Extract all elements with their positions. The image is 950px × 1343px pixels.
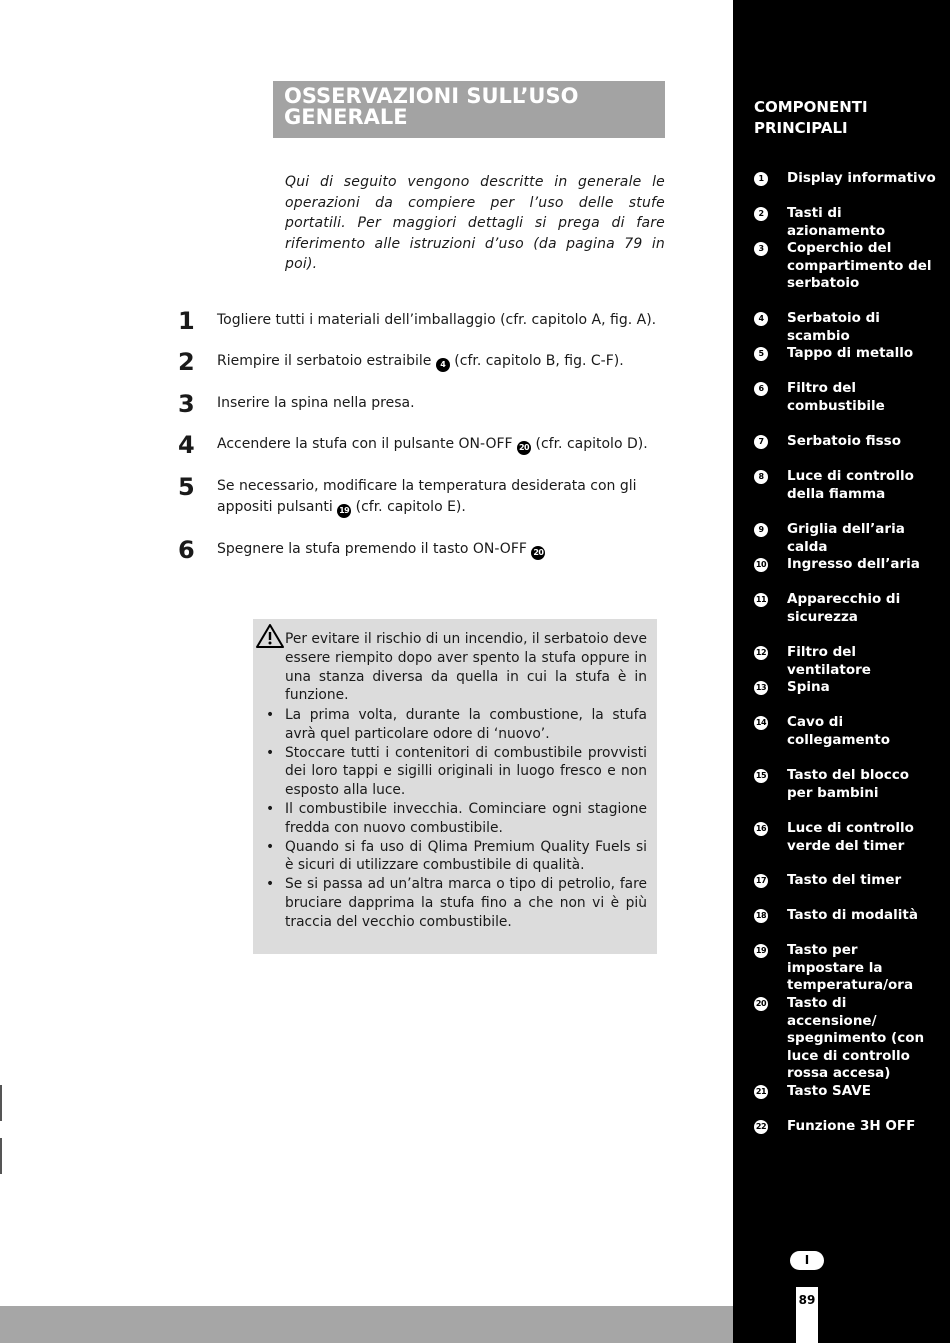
- number-badge: 13: [754, 681, 768, 695]
- component-label: Tasto del blocco per bambini: [787, 767, 910, 801]
- number-badge: 9: [754, 523, 768, 537]
- component-label: Tasto SAVE: [787, 1083, 871, 1099]
- section-title-box: [273, 81, 665, 138]
- number-badge: 15: [754, 769, 768, 783]
- number-badge: 17: [754, 874, 768, 888]
- component-label: Serbatoio fisso: [787, 433, 901, 449]
- reference-badge: 20: [531, 546, 545, 560]
- page-title-line-1: OSSERVAZIONI SULL’USO: [284, 84, 579, 108]
- edge-mark: [0, 1085, 2, 1121]
- component-label: Spina: [787, 679, 830, 695]
- number-badge: 14: [754, 716, 768, 730]
- components-sidebar: [733, 0, 950, 1343]
- step-number: 5: [178, 473, 195, 501]
- bullet-icon: •: [266, 800, 275, 817]
- bullet-icon: •: [266, 744, 275, 761]
- reference-badge: 4: [436, 358, 450, 372]
- warning-box: [253, 619, 657, 954]
- warning-first-paragraph: Per evitare il rischio di un incendio, il serbatoio deve essere riempito dopo aver spento la stufa oppure in una stanza diversa da quella in cui la stufa è in funzione.: [285, 631, 647, 704]
- component-label: Filtro del ventilatore: [787, 644, 871, 678]
- bullet-icon: •: [266, 876, 275, 893]
- number-badge: 1: [754, 172, 768, 186]
- number-badge: 21: [754, 1085, 768, 1099]
- reference-badge: 20: [517, 441, 531, 455]
- sidebar-title-line-2: PRINCIPALI: [754, 119, 848, 137]
- number-badge: 8: [754, 470, 768, 484]
- step-text: [217, 476, 647, 518]
- number-badge: 19: [754, 944, 768, 958]
- number-badge: 16: [754, 822, 768, 836]
- step-number: 2: [178, 348, 195, 376]
- warning-triangle-icon: [255, 623, 285, 649]
- component-label: Tasto per impostare la temperatura/ora: [787, 942, 914, 993]
- component-label: Coperchio del compartimento del serbatoio: [787, 240, 932, 291]
- warning-bullet-text: Il combustibile invecchia. Cominciare ogni stagione fredda con nuovo combustibile.: [285, 800, 647, 836]
- warning-bullet-text: Se si passa ad un’altra marca o tipo di petrolio, fare bruciare dapprima la stufa fino a che non vi è più traccia del vecchio combustibile.: [285, 876, 647, 930]
- component-label: Serbatoio di scambio: [787, 310, 880, 344]
- bottom-band: [0, 1306, 733, 1343]
- step-number: 4: [178, 431, 195, 459]
- number-badge: 4: [754, 312, 768, 326]
- step-number: 1: [178, 307, 195, 335]
- component-label: Tasto di accensione/ spegnimento (con luce di controllo rossa accesa): [787, 995, 925, 1081]
- bullet-icon: •: [266, 838, 275, 855]
- reference-badge: 19: [337, 504, 351, 518]
- warning-bullet: [266, 875, 647, 931]
- step-text: [217, 351, 667, 372]
- edge-mark: [0, 1138, 2, 1174]
- number-badge: 22: [754, 1120, 768, 1134]
- page-number: 89: [796, 1287, 818, 1343]
- number-badge: 7: [754, 435, 768, 449]
- number-badge: 2: [754, 207, 768, 221]
- number-badge: 5: [754, 347, 768, 361]
- intro-paragraph: Qui di seguito vengono descritte in generale le operazioni da compiere per l’uso delle stufe portatili. Per maggiori dettagli si prega di fare riferimento alle istruzioni d’uso (da pagina 79 in poi).: [285, 174, 665, 272]
- component-label: Griglia dell’aria calda: [787, 521, 905, 555]
- step-text: Togliere tutti i materiali dell’imballaggio (cfr. capitolo A, fig. A).: [217, 312, 657, 328]
- step-text-before: Spegnere la stufa premendo il tasto ON-OFF: [217, 541, 532, 557]
- step-text-before: Se necessario, modificare la temperatura desiderata con gli appositi pulsanti: [217, 478, 637, 515]
- step-text-before: Accendere la stufa con il pulsante ON-OFF: [217, 436, 518, 452]
- warning-bullet-text: Stoccare tutti i contenitori di combustibile provvisti dei loro tappi e sigilli originali in luogo fresco e non esposto alla luce.: [285, 744, 647, 799]
- step-number: 3: [178, 390, 195, 418]
- warning-bullet-list: [266, 706, 647, 932]
- component-label: Funzione 3H OFF: [787, 1118, 916, 1134]
- component-label: Filtro del combustibile: [787, 380, 885, 414]
- warning-bullet: [266, 838, 647, 876]
- component-label: Display informativo: [787, 170, 936, 186]
- component-label: Luce di controllo verde del timer: [787, 820, 914, 854]
- warning-bullet-text: La prima volta, durante la combustione, la stufa avrà quel particolare odore di ‘nuovo’.: [285, 707, 647, 742]
- step-text-before: Riempire il serbatoio estraibile: [217, 353, 436, 369]
- step-number: 6: [178, 536, 195, 564]
- warning-bullet: [266, 706, 647, 744]
- number-badge: 10: [754, 558, 768, 572]
- step-text-after: (cfr. capitolo B, fig. C-F).: [449, 353, 624, 369]
- number-badge: 12: [754, 646, 768, 660]
- component-label: Tasto di modalità: [787, 907, 918, 923]
- number-badge: 11: [754, 593, 768, 607]
- number-badge: 18: [754, 909, 768, 923]
- step-text-after: (cfr. capitolo D).: [531, 436, 648, 452]
- number-badge: 6: [754, 382, 768, 396]
- step-text: [217, 434, 667, 455]
- step-text: Inserire la spina nella presa.: [217, 395, 415, 411]
- number-badge: 3: [754, 242, 768, 256]
- warning-bullet: [266, 800, 647, 838]
- step-text-after: (cfr. capitolo E).: [351, 499, 466, 515]
- sidebar-title-line-1: COMPONENTI: [754, 98, 868, 116]
- component-label: Tappo di metallo: [787, 345, 914, 361]
- step-text: [217, 539, 667, 560]
- component-label: Apparecchio di sicurezza: [787, 591, 901, 625]
- components-list: [733, 0, 950, 1343]
- component-label: Ingresso dell’aria: [787, 556, 920, 572]
- warning-bullet: [266, 744, 647, 800]
- bullet-icon: •: [266, 707, 275, 723]
- number-badge: 20: [754, 997, 768, 1011]
- component-label: Cavo di collegamento: [787, 714, 891, 748]
- warning-bullet-text: Quando si fa uso di Qlima Premium Quality Fuels si è sicuri di utilizzare combustibile di qualità.: [285, 838, 647, 874]
- page-title: [284, 86, 659, 128]
- component-label: Tasto del timer: [787, 872, 902, 888]
- page-title-line-2: GENERALE: [284, 105, 408, 129]
- language-badge: I: [790, 1251, 824, 1270]
- component-label: Luce di controllo della fiamma: [787, 468, 914, 502]
- component-label: Tasti di azionamento: [787, 205, 886, 239]
